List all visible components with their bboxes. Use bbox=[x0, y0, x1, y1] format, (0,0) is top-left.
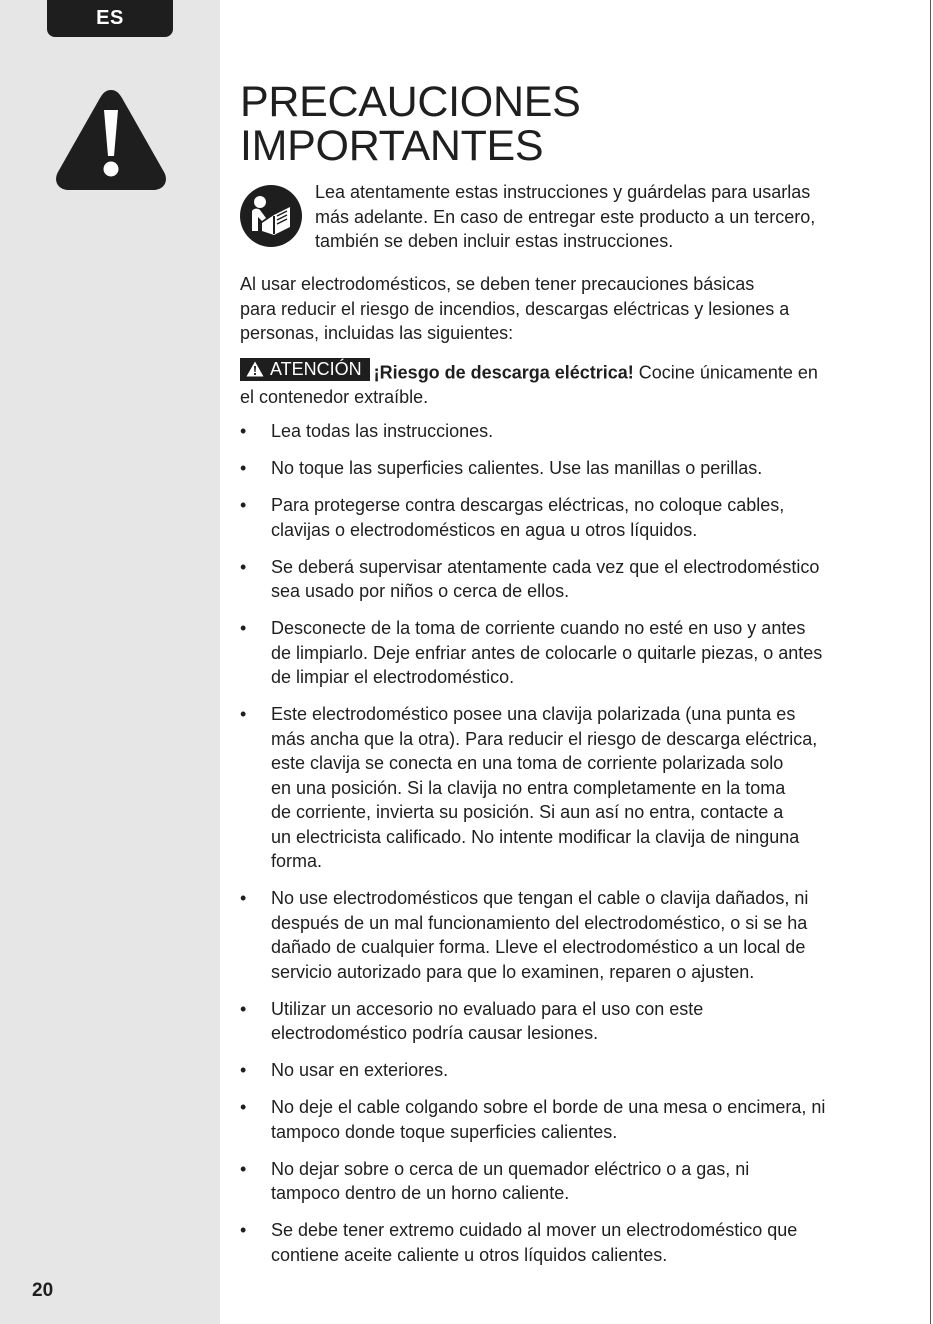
general-line-2: para reducir el riesgo de incendios, descargas eléctricas y lesiones a bbox=[240, 298, 790, 319]
main-content bbox=[240, 80, 880, 1280]
list-item-line: de limpiarlo. Deje enfriar antes de colocarle o quitarle piezas, o antes bbox=[271, 642, 823, 663]
attention-badge-label: ATENCIÓN bbox=[270, 358, 362, 379]
attention-badge bbox=[240, 358, 370, 381]
list-item-line: electrodoméstico podría causar lesiones. bbox=[271, 1023, 599, 1043]
list-item bbox=[240, 419, 880, 444]
list-item-line: No dejar sobre o cerca de un quemador eléctrico o a gas, ni bbox=[271, 1158, 750, 1179]
small-warning-icon bbox=[246, 361, 264, 377]
sidebar bbox=[0, 0, 220, 1324]
page-title bbox=[240, 80, 880, 168]
list-item bbox=[240, 1058, 880, 1083]
list-item bbox=[240, 1157, 880, 1206]
list-item-line: servicio autorizado para que lo examinen, reparen o ajusten. bbox=[271, 961, 755, 982]
list-item-line: Este electrodoméstico posee una clavija polarizada (una punta es bbox=[271, 704, 796, 724]
list-item-line: No deje el cable colgando sobre el borde de una mesa o encimera, ni bbox=[271, 1097, 826, 1117]
list-item-line: No usar en exteriores. bbox=[271, 1060, 449, 1080]
list-item bbox=[240, 616, 880, 690]
list-item-line: Desconecte de la toma de corriente cuando no esté en uso y antes bbox=[271, 618, 806, 638]
intro-line-3: también se deben incluir estas instrucciones. bbox=[315, 231, 674, 251]
list-item-line: No use electrodomésticos que tengan el cable o clavija dañados, ni bbox=[271, 888, 809, 908]
warning-text-line-1: Cocine únicamente en bbox=[633, 362, 818, 382]
list-item-line: este clavija se conecta en una toma de corriente polarizada solo bbox=[271, 753, 784, 773]
general-line-3: personas, incluidas las siguientes: bbox=[240, 323, 514, 343]
warning-paragraph bbox=[240, 358, 880, 410]
list-item bbox=[240, 1218, 880, 1267]
general-line-1: Al usar electrodomésticos, se deben tener precauciones básicas bbox=[240, 274, 755, 294]
page-edge-rule bbox=[930, 0, 931, 1324]
list-item bbox=[240, 555, 880, 604]
list-item bbox=[240, 702, 880, 874]
page-number: 20 bbox=[32, 1280, 54, 1301]
language-tab: ES bbox=[47, 0, 173, 37]
list-item bbox=[240, 886, 880, 984]
list-item-line: de corriente, invierta su posición. Si aun así no entra, contacte a bbox=[271, 802, 784, 822]
title-line-2: IMPORTANTES bbox=[240, 122, 544, 170]
list-item-line: tampoco dentro de un horno caliente. bbox=[271, 1183, 570, 1203]
list-item-line: más ancha que la otra). Para reducir el riesgo de descarga eléctrica, bbox=[271, 728, 818, 749]
read-manual-icon bbox=[240, 185, 302, 247]
list-item bbox=[240, 456, 880, 481]
list-item-line: dañado de cualquier forma. Lleve el electrodoméstico a un local de bbox=[271, 937, 806, 957]
list-item-line: forma. bbox=[271, 851, 323, 871]
list-item bbox=[240, 997, 880, 1046]
list-item-line: tampoco donde toque superficies calientes. bbox=[271, 1121, 618, 1142]
list-item-line: un electricista calificado. No intente modificar la clavija de ninguna bbox=[271, 826, 800, 847]
intro-line-1: Lea atentamente estas instrucciones y guárdelas para usarlas bbox=[315, 182, 811, 202]
title-line-1: PRECAUCIONES bbox=[240, 78, 581, 126]
list-item-line: Lea todas las instrucciones. bbox=[271, 421, 494, 441]
warning-headline: ¡Riesgo de descarga eléctrica! bbox=[373, 362, 634, 382]
list-item-line: No toque las superficies calientes. Use las manillas o perillas. bbox=[271, 458, 763, 478]
precautions-list bbox=[240, 419, 880, 1267]
list-item bbox=[240, 1095, 880, 1144]
intro-block bbox=[240, 180, 880, 260]
list-item-line: clavijas o electrodomésticos en agua u otros líquidos. bbox=[271, 519, 698, 540]
list-item-line: Para protegerse contra descargas eléctricas, no coloque cables, bbox=[271, 495, 785, 515]
warning-triangle-icon bbox=[53, 86, 169, 192]
list-item-line: Se deberá supervisar atentamente cada vez que el electrodoméstico bbox=[271, 556, 820, 577]
list-item bbox=[240, 493, 880, 542]
list-item-line: sea usado por niños o cerca de ellos. bbox=[271, 581, 570, 601]
list-item-line: después de un mal funcionamiento del electrodoméstico, o si se ha bbox=[271, 912, 808, 933]
intro-line-2: más adelante. En caso de entregar este producto a un tercero, bbox=[315, 206, 816, 227]
list-item-line: Se debe tener extremo cuidado al mover un electrodoméstico que bbox=[271, 1220, 798, 1240]
list-item-line: Utilizar un accesorio no evaluado para el uso con este bbox=[271, 998, 704, 1019]
list-item-line: contiene aceite caliente u otros líquidos calientes. bbox=[271, 1244, 668, 1265]
intro-text bbox=[315, 180, 875, 254]
list-item-line: en una posición. Si la clavija no entra completamente en la toma bbox=[271, 777, 786, 798]
warning-text-line-2: el contenedor extraíble. bbox=[240, 386, 429, 407]
general-precautions bbox=[240, 272, 880, 346]
list-item-line: de limpiar el electrodoméstico. bbox=[271, 667, 515, 687]
